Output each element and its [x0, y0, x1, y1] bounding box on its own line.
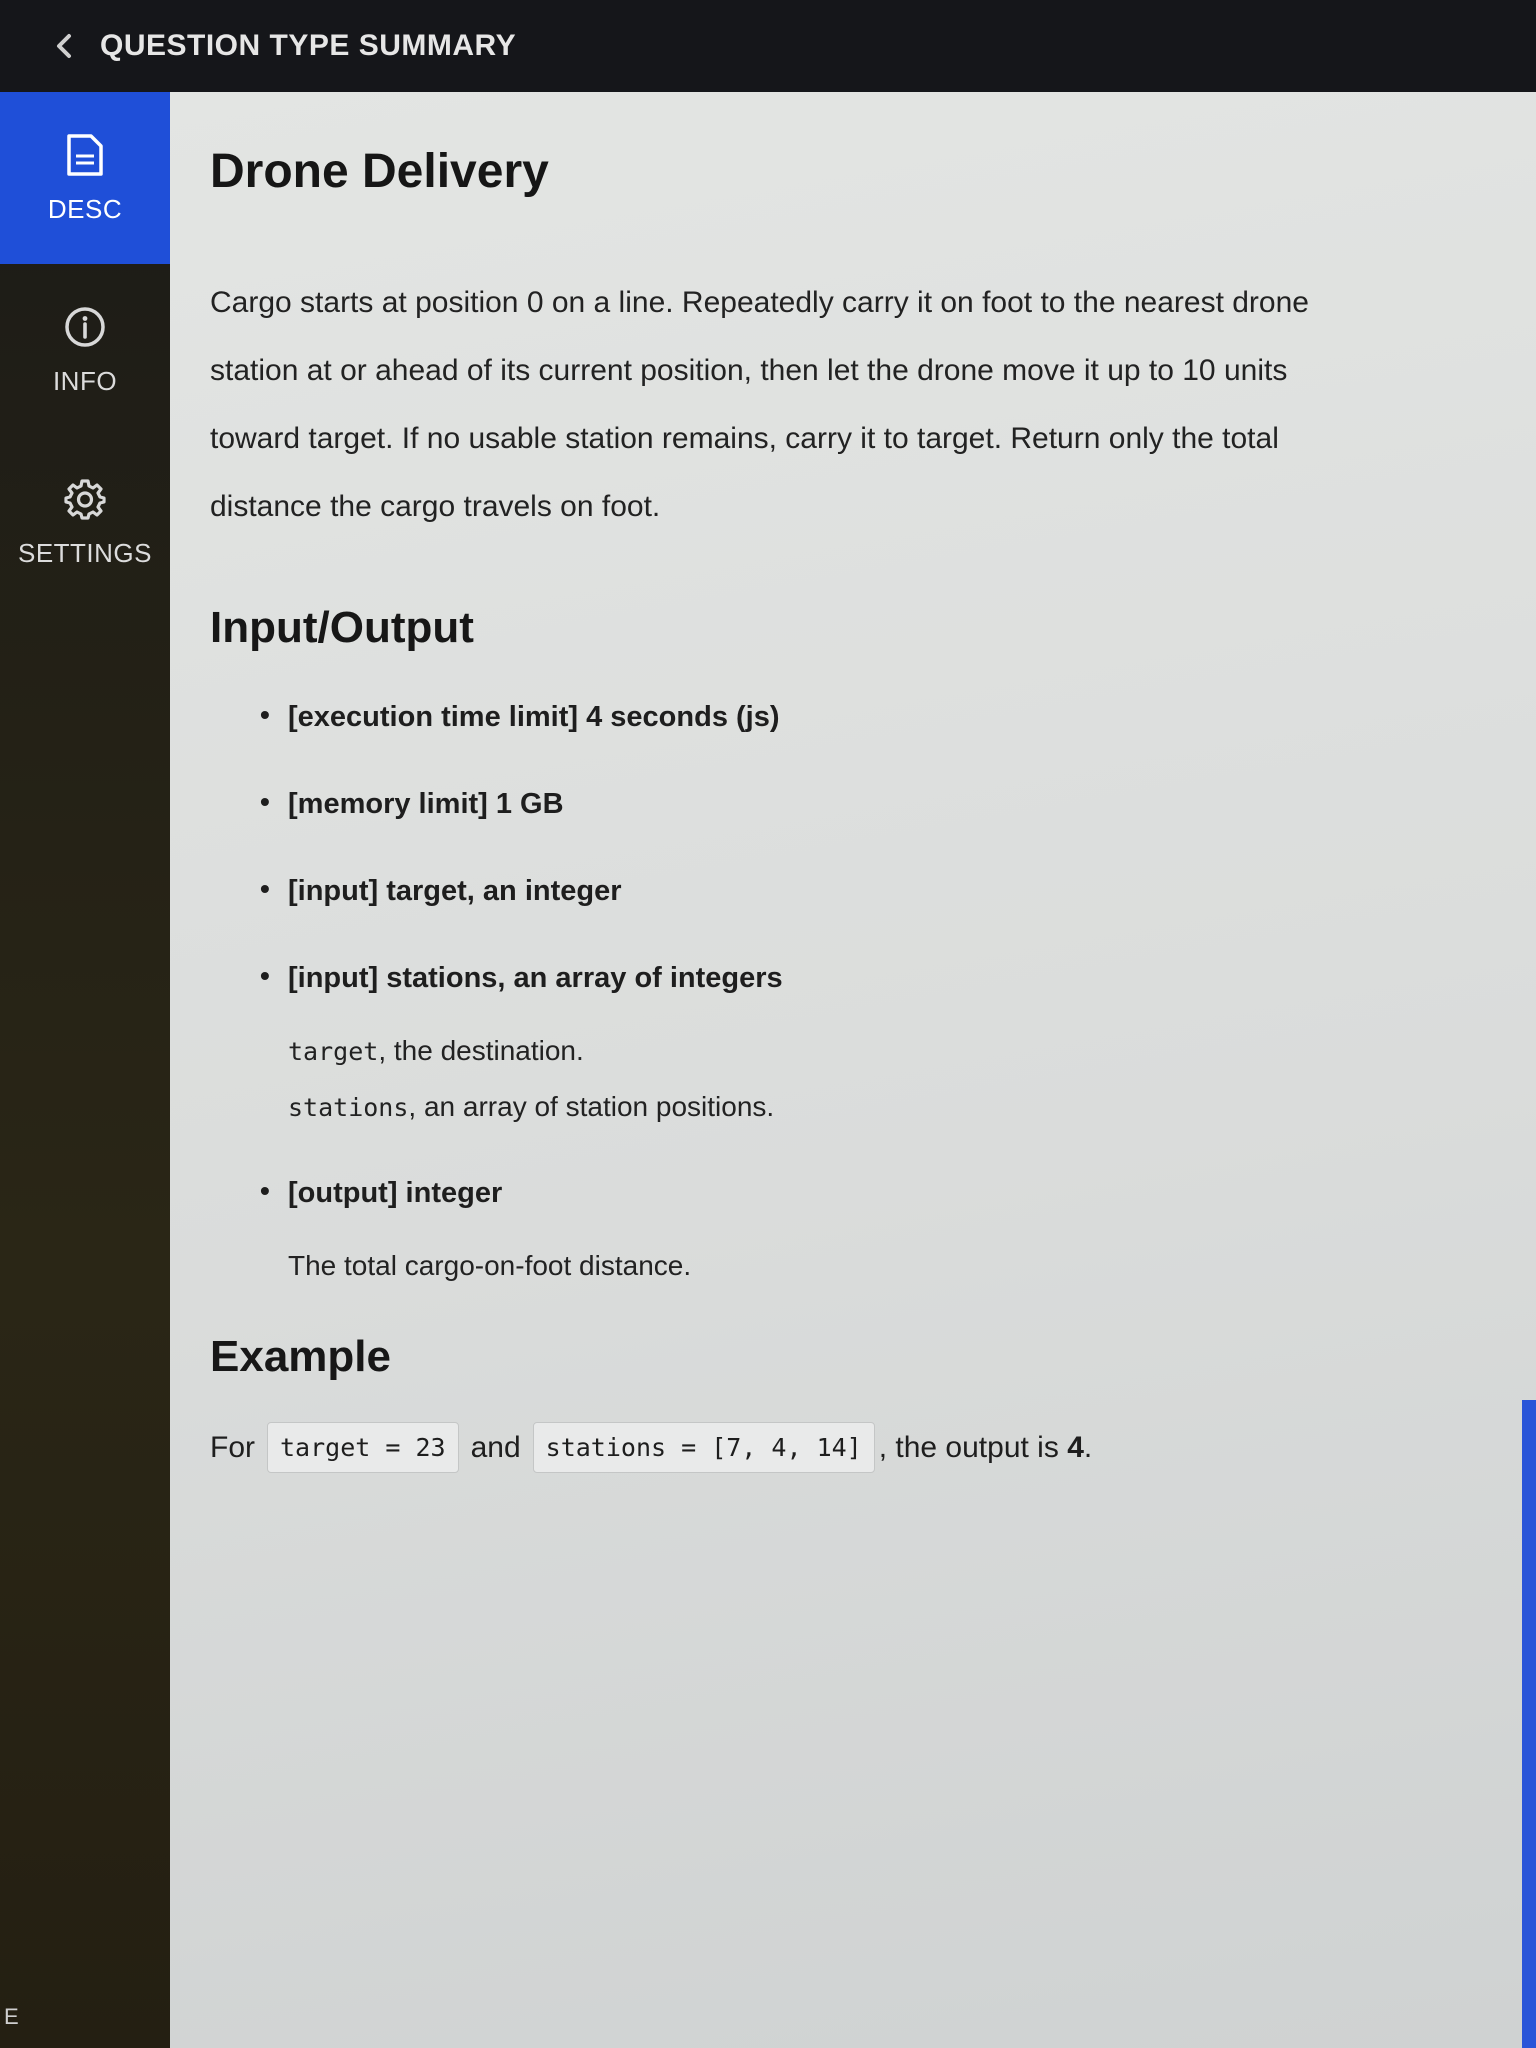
sidebar — [0, 92, 170, 2048]
io-heading: Input/Output — [210, 603, 474, 652]
chevron-left-icon[interactable] — [50, 32, 78, 60]
output-description: The total cargo-on-foot distance. — [288, 1250, 692, 1281]
window-edge — [1522, 1400, 1536, 2048]
input-stations-item: • [input] stations, an array of integers — [260, 962, 1496, 995]
example-suffix: , the output is — [878, 1430, 1059, 1464]
example-code-stations: stations = [7, 4, 14] — [533, 1422, 875, 1473]
example-result: 4 — [1067, 1430, 1084, 1464]
input-details — [260, 1035, 1496, 1123]
problem-title: Drone Delivery — [210, 145, 549, 198]
example-prefix: For — [210, 1430, 255, 1464]
sidebar-item-label: SETTINGS — [17, 537, 152, 568]
document-icon — [62, 132, 108, 178]
description-text: Cargo starts at position 0 on a line. Repeatedly carry it on foot to the nearest drone station at or ahead of its current position, then let the drone move it up to 10 units toward target. If no usable station remains, carry it to target. Return only the total distance the cargo travels on foot. — [210, 286, 1309, 523]
sidebar-item-desc[interactable] — [0, 92, 170, 264]
corner-label: E — [4, 2004, 19, 2029]
target-description — [288, 1035, 1496, 1067]
gear-icon — [62, 476, 108, 522]
memory-limit-item: • [memory limit] 1 GB — [260, 788, 1496, 821]
io-list — [210, 701, 1496, 1282]
problem-description — [210, 269, 1496, 541]
top-bar — [0, 0, 1536, 92]
example-heading: Example — [210, 1332, 391, 1381]
sidebar-item-label: INFO — [52, 365, 118, 396]
input-target-item: • [input] target, an integer — [260, 875, 1496, 908]
page-header-title: QUESTION TYPE SUMMARY — [100, 29, 517, 62]
description-panel — [170, 92, 1536, 2048]
target-code: target — [288, 1037, 379, 1066]
sidebar-item-label: DESC — [47, 193, 123, 224]
output-item: • [output] integer — [260, 1177, 1496, 1210]
example-middle: and — [470, 1430, 521, 1464]
example-code-target: target = 23 — [267, 1422, 459, 1473]
stations-code: stations — [288, 1093, 409, 1122]
info-icon — [62, 304, 108, 350]
example-text — [210, 1422, 1496, 1473]
time-limit-item: • [execution time limit] 4 seconds (js) — [260, 701, 1496, 734]
example-end: . — [1083, 1430, 1093, 1464]
stations-description — [288, 1091, 1496, 1123]
sidebar-item-settings[interactable] — [0, 436, 170, 608]
sidebar-item-info[interactable] — [0, 264, 170, 436]
stations-desc-text: , an array of station positions. — [408, 1091, 775, 1122]
target-desc-text: , the destination. — [378, 1035, 584, 1066]
